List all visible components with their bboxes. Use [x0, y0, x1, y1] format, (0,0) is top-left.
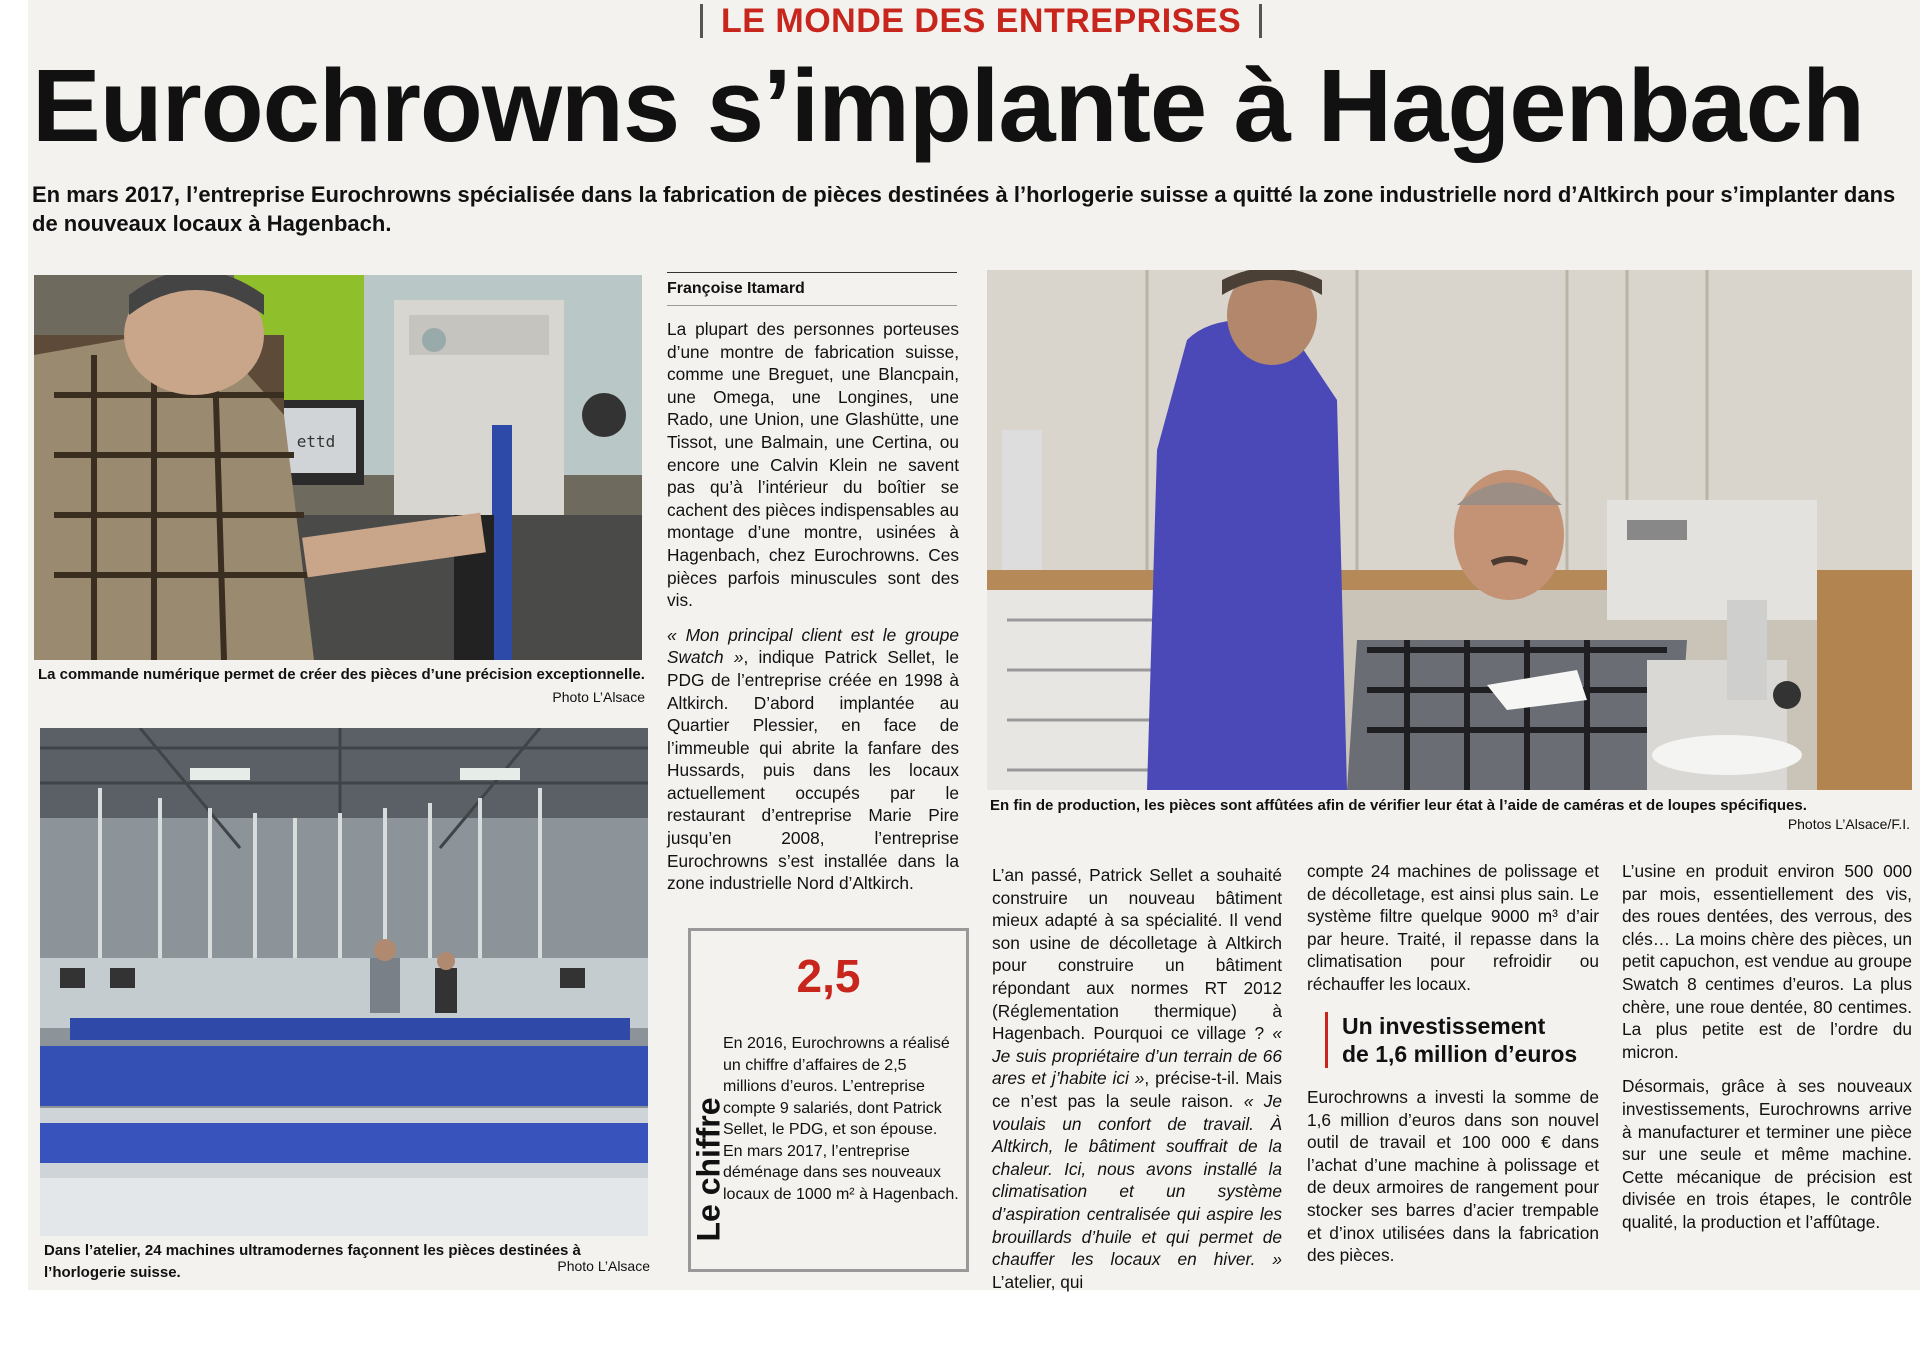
photo-workshop [40, 728, 648, 1236]
col1-paragraph-2 [667, 624, 959, 895]
photo3-caption: En fin de production, les pièces sont affûtées afin de vérifier leur état à l’aide de caméras et de loupes spécifiques. [990, 797, 1807, 814]
photo-quality-control [987, 270, 1912, 790]
article-column-4 [1622, 860, 1912, 1246]
byline: Françoise Itamard [667, 272, 957, 306]
subheading-line-2: de 1,6 million d’euros [1342, 1041, 1578, 1067]
col1-quote: « Mon principal client est le groupe Swatch » [667, 624, 959, 668]
key-figure-side-label: Le chiffre [690, 1097, 727, 1242]
photo3-credit: Photos L’Alsace/F.I. [1787, 816, 1910, 832]
col2-text-1: L’an passé, Patrick Sellet a souhaité construire un nouveau bâtiment mieux adapté à sa spécialité. Il vend son usine de décolletage à Altkirch pour construire un bâtiment répondant aux normes RT 2012 (Réglementation thermique) à Hagenbach. Pourquoi ce village ? [992, 865, 1282, 1044]
key-figure-box [688, 928, 969, 1272]
key-figure-paragraph-2: En mars 2017, l’entreprise déménage dans ses nouveaux locaux de 1000 m² à Hagenbach. [723, 1142, 959, 1203]
col1-paragraph-2-text: , indique Patrick Sellet, le PDG de l’entreprise créée en 1998 à Altkirch. D’abord implantée au Quartier Plessier, en face de l’immeuble qui abrite la fanfare des Hussards, puis dans les locaux actuellement occupés par le restaurant d’entreprise Marie Pire jusqu’en 2008, l’entreprise Eurochrowns s’est installée dans la zone industrielle Nord d’Altkirch. [667, 647, 959, 894]
headline: Eurochrowns s’implante à Hagenbach [32, 48, 1864, 163]
section-divider-left [700, 4, 703, 38]
col3-paragraph-2: Eurochrowns a investi la somme de 1,6 million d’euros dans son nouvel outil de travail et 100 000 € dans l’achat d’une machine à polissage et de deux armoires de rangement pour stocker ses barres d’acier trempable et d’inox utilisées dans la fabrication des pièces. [1307, 1087, 1599, 1266]
col3-paragraph-1: compte 24 machines de polissage et de décolletage, est ainsi plus sain. Le système filtre quelque 9000 m³ d’air par heure. Traité, il repasse dans la climatisation pour refroidir ou réchauffer les locaux. [1307, 861, 1599, 994]
col2-text-3: L’atelier, qui [992, 1271, 1084, 1292]
photo1-credit: Photo L’Alsace [552, 689, 645, 705]
col1-paragraph-1: La plupart des personnes porteuses d’une montre de fabrication suisse, comme une Breguet, une Blancpain, une Omega, une Longines, une Rado, une Union, une Glashütte, une Tissot, une Balmain, une Certina, ou encore une Calvin Klein ne savent pas qu’à l’intérieur du boîtier se cachent des pièces indispensables au montage d’une montre, usinées à Hagenbach, chez Eurochrowns. Ces pièces parfois minuscules sont des vis. [667, 319, 959, 611]
article-column-2 [992, 864, 1282, 1305]
col2-quote-1: « Je suis propriétaire d’un terrain de 66 ares et j’habite ici » [992, 1023, 1282, 1089]
subheading [1325, 1012, 1577, 1068]
article-column-3-bottom [1307, 1086, 1599, 1279]
screen-text: ettd [296, 432, 336, 451]
article-column-1 [667, 318, 959, 907]
col4-paragraph-2: Désormais, grâce à ses nouveaux investissements, Eurochrowns arrive à manufacturer et terminer une pièce sur une seule et même machine. Cette mécanique de précision est divisée en trois étapes, le contrôle qualité, la production et l’affûtage. [1622, 1076, 1912, 1232]
section-divider-right [1259, 4, 1262, 38]
section-label: LE MONDE DES ENTREPRISES [721, 1, 1242, 40]
photo-cnc-operator [34, 275, 642, 660]
col2-quote-2: « Je voulais un confort de travail. À Altkirch, le bâtiment souffrait de la chaleur. Ici, nous avons installé la climatisation et un système d’aspiration centralisée qui aspire les brouillards d’huile et qui permet de chauffer les locaux en hiver. » [992, 1090, 1282, 1270]
section-header [700, 0, 1262, 42]
subheading-line-1: Un investissement [1342, 1013, 1546, 1039]
lead-paragraph: En mars 2017, l’entreprise Eurochrowns spécialisée dans la fabrication de pièces destinées à l’horlogerie suisse a quitté la zone industrielle nord d’Altkirch pour s’implanter dans de nouveaux locaux à Hagenbach. [32, 182, 1896, 236]
article-column-3-top [1307, 860, 1599, 1008]
col2-text-2: , précise-t-il. Mais ce n’est pas la seule raison. [992, 1068, 1283, 1111]
photo2-credit: Photo L’Alsace [557, 1258, 650, 1274]
key-figure-number: 2,5 [796, 950, 861, 1002]
photo1-caption: La commande numérique permet de créer des pièces d’une précision exceptionnelle. [38, 666, 645, 683]
key-figure-text [723, 1033, 963, 1205]
photo2-caption: Dans l’atelier, 24 machines ultramodernes façonnent les pièces destinées à l’horlogerie suisse. [44, 1242, 581, 1281]
key-figure-paragraph-1: En 2016, Eurochrowns a réalisé un chiffre d’affaires de 2,5 millions d’euros. L’entreprise compte 9 salariés, dont Patrick Sellet, le PDG, et son épouse. [723, 1035, 950, 1138]
col4-paragraph-1: L’usine en produit environ 500 000 par mois, essentiellement des vis, des roues dentées, des verrous, des clés… La moins chère des pièces, un petit capuchon, est vendue au groupe Swatch 8 centimes d’euros. La plus chère, une roue dentée, 80 centimes. La plus petite est de l’ordre du micron. [1622, 861, 1912, 1062]
